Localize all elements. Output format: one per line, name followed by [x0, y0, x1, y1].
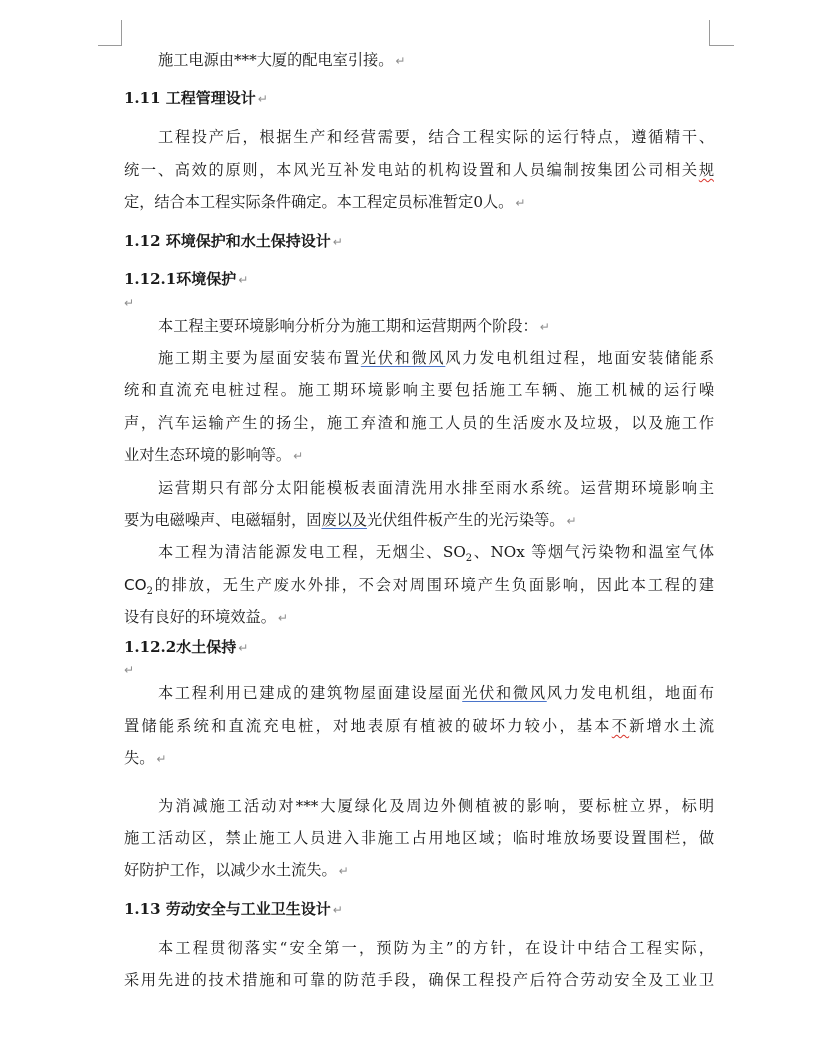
body-line: 失。 ↵ [124, 749, 167, 768]
body-line: 设有良好的环境效益。 ↵ [124, 608, 288, 627]
body-line: 施工电源由***大厦的配电室引接。 ↵ [158, 51, 406, 69]
heading-1-12: 1.12 环境保护和水土保持设计 ↵ [124, 231, 343, 250]
body-line: 置储能系统和直流充电桩，对地表原有植被的破坏力较小，基本不新增水土流 [124, 716, 714, 735]
paragraph-mark-icon: ↵ [293, 449, 304, 464]
crop-mark-top-right [709, 20, 734, 46]
body-line: $CO_2$的排放，无生产废水外排，不会对周围环境产生负面影响，因此本工程的建 [124, 575, 714, 597]
empty-paragraph [124, 661, 714, 677]
body-line: 为消减施工活动对***大厦绿化及周边外侧植被的影响，要标桩立界，标明 [158, 796, 714, 815]
body-line: 施工期主要为屋面安装布置光伏和微风风力发电机组过程，地面安装储能系 [158, 348, 714, 367]
grammar-underline: 光伏和微风 [360, 348, 446, 367]
paragraph-mark-icon: ↵ [539, 319, 550, 334]
paragraph-mark-icon: ↵ [238, 641, 249, 656]
body-line: 本工程主要环境影响分析分为施工期和运营期两个阶段： ↵ [158, 316, 550, 335]
empty-paragraph [124, 294, 714, 310]
spelling-underline: 不 [611, 716, 630, 735]
body-line: 定，结合本工程实际条件确定。本工程定员标准暂定0人。 ↵ [124, 193, 526, 212]
paragraph-mark-icon: ↵ [238, 272, 249, 287]
body-line: 工程投产后，根据生产和经营需要，结合工程实际的运行特点，遵循精干、 [158, 128, 714, 147]
body-line: 好防护工作，以减少水土流失。 ↵ [124, 861, 349, 880]
paragraph-mark-icon: ↵ [338, 864, 349, 879]
heading-1-12-1: 1.12.1环境保护 ↵ [124, 269, 249, 288]
paragraph-mark-icon: ↵ [277, 611, 288, 626]
body-line: 声，汽车运输产生的扬尘，施工弃渣和施工人员的生活废水及垃圾，以及施工作 [124, 413, 714, 432]
body-line: 本工程贯彻落实“安全第一，预防为主”的方针，在设计中结合工程实际， [158, 938, 714, 957]
body-line: 运营期只有部分太阳能模板表面清洗用水排至雨水系统。运营期环境影响主 [158, 478, 714, 497]
body-line: 业对生态环境的影响等。 ↵ [124, 446, 304, 465]
grammar-underline: 光伏和微风 [462, 684, 547, 703]
grammar-underline: 废以及 [321, 510, 367, 529]
paragraph-mark-icon: ↵ [332, 234, 343, 249]
crop-mark-top-left [98, 20, 122, 46]
heading-1-11: 1.11 工程管理设计 ↵ [124, 89, 268, 108]
paragraph-mark-icon: ↵ [156, 752, 167, 767]
paragraph-mark-icon: ↵ [257, 92, 268, 107]
heading-1-13: 1.13 劳动安全与工业卫生设计 ↵ [124, 899, 343, 918]
paragraph-mark-icon: ↵ [566, 513, 577, 528]
document-body [124, 44, 714, 997]
body-line: 统和直流充电桩过程。施工期环境影响主要包括施工车辆、施工机械的运行噪 [124, 381, 714, 400]
paragraph-mark-icon: ↵ [515, 196, 526, 211]
body-line: 要为电磁噪声、电磁辐射，固废以及光伏组件板产生的光污染等。 ↵ [124, 510, 577, 529]
body-line: 施工活动区，禁止施工人员进入非施工占用地区域；临时堆放场要设置围栏，做 [124, 829, 714, 848]
body-line: 统一、高效的原则，本风光互补发电站的机构设置和人员编制按集团公司相关规 [124, 160, 714, 179]
spelling-underline: 规 [698, 160, 714, 179]
paragraph-mark-icon: ↵ [124, 295, 135, 310]
paragraph-mark-icon: ↵ [332, 902, 343, 917]
paragraph-mark-icon: ↵ [395, 54, 406, 68]
body-line: 采用先进的技术措施和可靠的防范手段，确保工程投产后符合劳动安全及工业卫 [124, 971, 714, 990]
paragraph-mark-icon: ↵ [124, 663, 135, 678]
heading-1-12-2: 1.12.2水土保持 ↵ [124, 638, 249, 657]
body-line: 本工程利用已建成的建筑物屋面建设屋面光伏和微风风力发电机组，地面布 [158, 684, 714, 703]
body-line: 本工程为清洁能源发电工程，无烟尘、$SO_2$、NOx 等烟气污染物和温室气体 [158, 543, 714, 565]
